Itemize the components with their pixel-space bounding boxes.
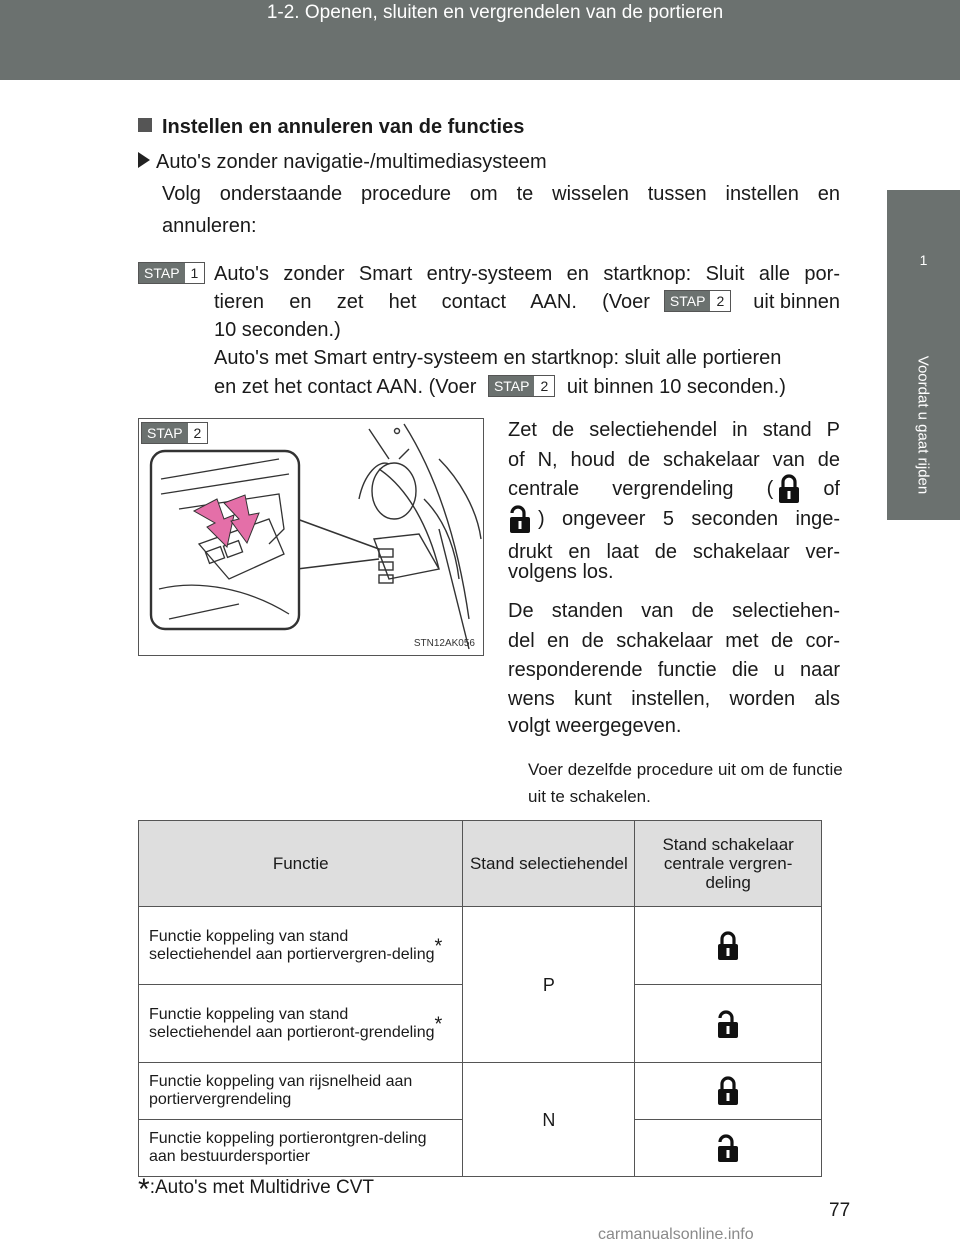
function-table	[138, 820, 822, 1177]
step1-line1: Auto's zonder Smart entry-systeem en startknop: Sluit alle por-	[214, 263, 840, 285]
stap-number: 2	[710, 291, 730, 311]
lock-closed-icon	[716, 930, 740, 962]
stap-1-badge	[138, 258, 205, 290]
stap-number: 2	[188, 423, 208, 443]
step1-line2a: tieren en zet het contact AAN. (Voer	[214, 291, 650, 313]
lock-closed-icon	[777, 473, 801, 505]
table-cell-switch	[635, 1120, 822, 1177]
step2-line4-text: ) ongeveer 5 seconden inge-	[538, 508, 840, 530]
step2-para2-line3: responderende functie die u naar	[508, 659, 840, 681]
table-cell-function: Functie koppeling van rijsnelheid aan portiervergrendeling	[139, 1063, 463, 1120]
stap-2-ref-badge	[664, 290, 731, 312]
figure-caption: STN12AK056	[413, 638, 475, 649]
triangle-bullet-icon	[138, 152, 150, 168]
table-cell-position: N	[463, 1063, 635, 1177]
illustration-figure	[138, 418, 484, 656]
table-row	[139, 907, 822, 985]
side-tab-label: Voordat u gaat rijden	[914, 355, 932, 495]
step1-line5	[214, 371, 786, 403]
step2-line3a: centrale vergrendeling (	[508, 478, 774, 500]
note-text: Voer dezelfde procedure uit om de functie uit te schakelen.	[528, 760, 843, 806]
step2-line4	[508, 503, 840, 535]
step2-line1: Zet de selectiehendel in stand P	[508, 419, 840, 441]
step1-line3: 10 seconden.)	[214, 319, 341, 341]
step2-line3b: of	[823, 478, 840, 500]
lock-open-icon	[716, 1008, 740, 1040]
stap-label: STAP	[142, 423, 188, 443]
step1-line2b: uit binnen	[753, 291, 840, 313]
step2-para2-line2: del en de schakelaar met de cor-	[508, 630, 840, 652]
subheading-text: Auto's zonder navigatie-/multimediasysteem	[156, 151, 547, 173]
stap-label: STAP	[489, 376, 535, 396]
step2-line5: drukt en laat de schakelaar ver-	[508, 541, 840, 563]
stap-2-ref-badge	[488, 375, 555, 397]
stap-number: 1	[185, 263, 205, 283]
table-cell-position: P	[463, 907, 635, 1063]
step2-para2-line4: wens kunt instellen, worden als	[508, 688, 840, 710]
footnote-mark: *	[138, 1173, 150, 1206]
stap-label: STAP	[665, 291, 711, 311]
page-number: 77	[829, 1200, 851, 1221]
step2-line3	[508, 473, 840, 505]
table-cell-function	[139, 985, 463, 1063]
stap-number: 2	[534, 376, 554, 396]
table-cell-function	[139, 907, 463, 985]
table-cell-function: Functie koppeling portierontgren-deling aan bestuurdersportier	[139, 1120, 463, 1177]
function-text: Functie koppeling van stand selectiehendel aan portieront-grendeling	[149, 1005, 435, 1041]
footnote-text: :Auto's met Multidrive CVT	[149, 1177, 374, 1198]
table-header-function: Functie	[139, 821, 463, 907]
asterisk: *	[434, 935, 443, 958]
step2-line6: volgens los.	[508, 561, 614, 583]
watermark: carmanualsonline.info	[598, 1226, 754, 1243]
table-header-position: Stand selectiehendel	[463, 821, 635, 907]
section-heading-text: Instellen en annuleren van de functies	[162, 116, 525, 138]
table-header-switch: Stand schakelaar centrale vergren-deling	[635, 821, 822, 907]
lock-open-icon	[508, 503, 532, 535]
side-tab-number: 1	[919, 252, 928, 268]
step2-line2: of N, houd de schakelaar van de	[508, 449, 840, 471]
step1-line4: Auto's met Smart entry-systeem en startknop: sluit alle portieren	[214, 347, 782, 369]
step2-para2-line5: volgt weergegeven.	[508, 715, 682, 737]
table-header-row	[139, 821, 822, 907]
door-switch-illustration	[139, 419, 483, 655]
step1-line5b: uit binnen 10 seconden.)	[566, 376, 786, 398]
section-heading	[138, 111, 524, 143]
table-cell-switch	[635, 985, 822, 1063]
square-bullet-icon	[138, 118, 152, 132]
intro-line-2: annuleren:	[162, 215, 257, 237]
table-row	[139, 1063, 822, 1120]
lock-open-icon	[716, 1132, 740, 1164]
step2-para2-line1: De standen van de selectiehen-	[508, 600, 840, 622]
chapter-title: 1-2. Openen, sluiten en vergrendelen van de portieren	[266, 2, 724, 23]
function-text: Functie koppeling van stand selectiehendel aan portiervergren-deling	[149, 927, 435, 963]
footnote	[138, 1173, 374, 1206]
table-cell-switch	[635, 907, 822, 985]
stap-label: STAP	[139, 263, 185, 283]
subheading	[138, 146, 547, 178]
intro-line-1: Volg onderstaande procedure om te wisselen tussen instellen en	[162, 183, 840, 205]
table-cell-switch	[635, 1063, 822, 1120]
asterisk: *	[434, 1013, 443, 1036]
step1-line5a: en zet het contact AAN. (Voer	[214, 376, 477, 398]
lock-closed-icon	[716, 1075, 740, 1107]
